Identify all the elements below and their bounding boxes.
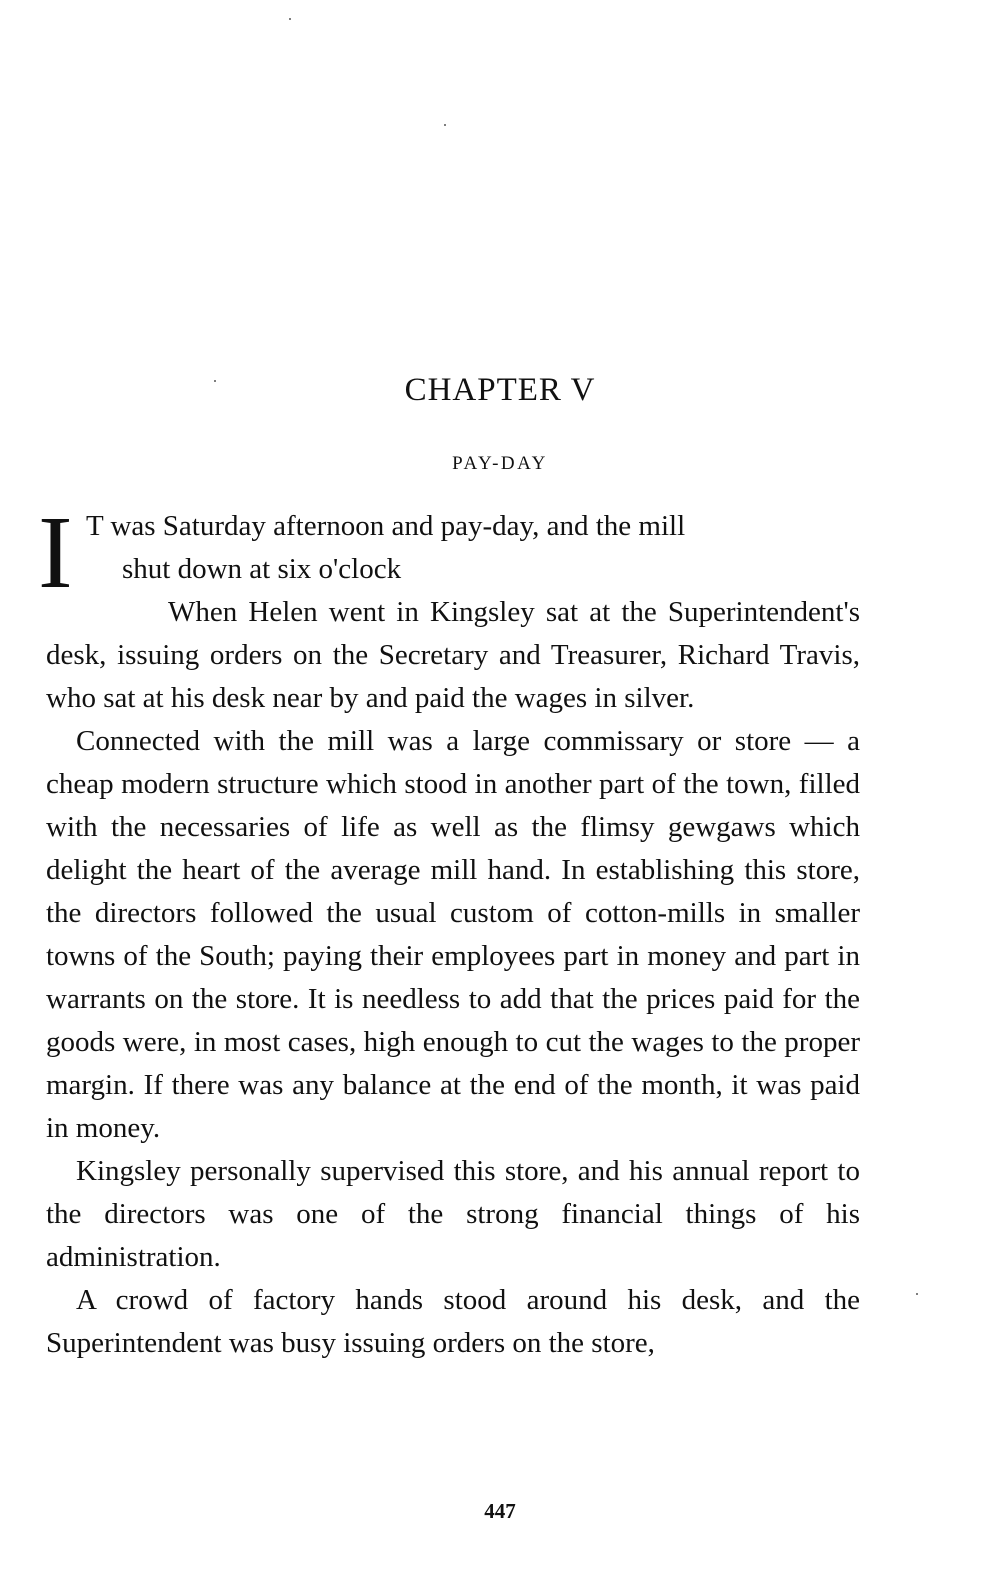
scan-speck bbox=[916, 1293, 918, 1295]
page-number: 447 bbox=[484, 1499, 516, 1523]
opening-line-2: shut down at six o'clock bbox=[122, 553, 402, 585]
paragraph-2: When Helen went in Kingsley sat at the Superintendent's desk, issuing orders on the Secretary and Treasurer, Richard Travis, who sat at his desk near by and paid the wages in silver. bbox=[46, 596, 860, 714]
chapter-title: CHAPTER V bbox=[404, 372, 596, 408]
chapter-body bbox=[38, 495, 860, 1365]
scan-speck bbox=[289, 18, 291, 20]
chapter-subtitle: PAY-DAY bbox=[452, 453, 548, 474]
opening-line-1: T was Saturday afternoon and pay-day, and the mill bbox=[86, 510, 686, 542]
drop-cap: I bbox=[38, 495, 73, 610]
paragraph-4: Kingsley personally supervised this store, and his annual report to the directors was one of the strong financial things of his administration. bbox=[46, 1155, 860, 1273]
opening-paragraph bbox=[38, 495, 860, 610]
scan-speck bbox=[444, 124, 446, 126]
paragraph-3: Connected with the mill was a large commissary or store — a cheap modern structure which stood in another part of the town, filled with the necessaries of life as well as the flimsy gewgaws which delight the heart of the average mill hand. In establishing this store, the directors followed the usual custom of cotton-mills in smaller towns of the South; paying their employees part in money and part in warrants on the store. It is needless to add that the prices paid for the goods were, in most cases, high enough to cut the wages to the proper margin. If there was any balance at the end of the month, it was paid in money. bbox=[46, 725, 860, 1144]
paragraph-5: A crowd of factory hands stood around his desk, and the Superintendent was busy issuing orders on the store, bbox=[46, 1284, 860, 1359]
